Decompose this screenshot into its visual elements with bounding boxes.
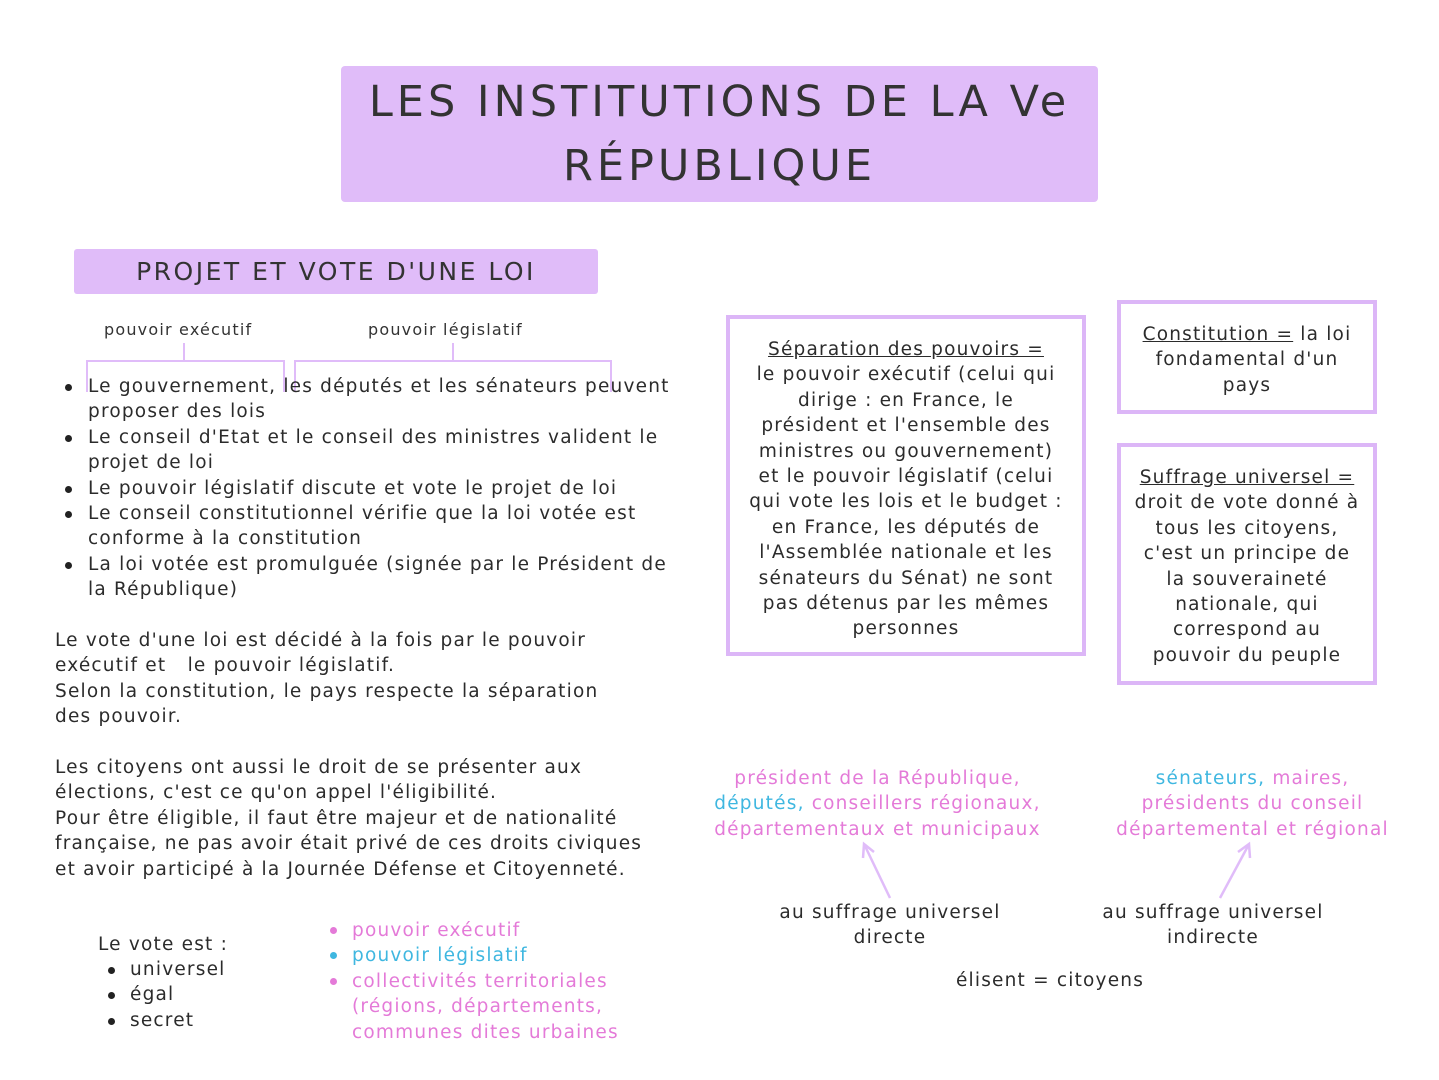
- list-item: [62, 374, 692, 425]
- paragraph-line: Selon la constitution, le pays respecte la séparation: [55, 680, 599, 702]
- constitution-term: Constitution =: [1142, 324, 1294, 345]
- paragraph-line: des pouvoir.: [55, 706, 183, 728]
- direct-suffrage-caption: [740, 900, 1040, 951]
- elected-line-3: départementaux et municipaux: [714, 818, 1041, 840]
- definition-line: en France, les députés de: [771, 516, 1041, 538]
- definition-line: pas détenus par les mêmes: [762, 593, 1050, 615]
- caption-line: au suffrage universel: [1102, 902, 1324, 923]
- list-item: secret: [100, 1008, 226, 1033]
- legend-item-continuation: [330, 1020, 670, 1045]
- definition-line: correspond au: [1172, 619, 1322, 641]
- legislative-connector: [452, 343, 454, 360]
- definition-line: tous les citoyens,: [1155, 517, 1339, 539]
- separation-term: Séparation des pouvoirs =: [768, 339, 1044, 360]
- suffrage-definition-box: [1117, 443, 1377, 685]
- elected-line-1: [1100, 766, 1405, 791]
- separation-definition-box: [726, 315, 1086, 656]
- law-steps-list: [62, 374, 692, 603]
- legend-item-legislative: [330, 943, 670, 968]
- list-item: La loi votée est promulguée (signée par le Président de la République): [62, 552, 692, 603]
- step-1-part-b: ,: [269, 376, 284, 397]
- paragraph-line: exécutif et le pouvoir législatif.: [55, 655, 396, 677]
- definition-line: le pouvoir exécutif (celui qui: [756, 364, 1056, 386]
- elected-president: président de la République,: [734, 768, 1021, 789]
- legend-item-continuation: [330, 994, 670, 1019]
- paragraph-eligibility: [55, 755, 695, 882]
- elected-maires: maires,: [1272, 768, 1350, 789]
- elected-senateurs: sénateurs: [1155, 768, 1259, 789]
- elect-citizens: élisent = citoyens: [955, 970, 1145, 991]
- indirect-arrow-icon: [1212, 838, 1262, 902]
- legend-label: pouvoir législatif: [352, 945, 528, 967]
- vote-intro: Le vote est :: [98, 934, 229, 955]
- definition-line: nationale, qui: [1175, 594, 1319, 616]
- title-banner: [341, 66, 1098, 202]
- indirect-suffrage-elected: [1100, 766, 1405, 842]
- caption-line: au suffrage universel: [779, 902, 1001, 923]
- definition-line: sénateurs du Sénat) ne sont: [758, 567, 1054, 589]
- paragraph-line: élections, c'est ce qu'on appel l'éligibilité.: [55, 782, 498, 804]
- legend-item-executive: [330, 918, 670, 943]
- definition-line: la souveraineté: [1166, 568, 1328, 590]
- separator: ,: [797, 793, 812, 815]
- elected-deputes: députés: [714, 793, 798, 815]
- direct-suffrage-elected: [690, 766, 1065, 842]
- definition-line: c'est un principe de: [1143, 543, 1351, 565]
- caption-line: directe: [853, 927, 927, 949]
- legend-item-collectivities: [330, 969, 670, 994]
- constitution-text: la loi: [1293, 324, 1352, 345]
- list-item: égal: [100, 982, 226, 1007]
- legislative-power-label: pouvoir législatif: [368, 320, 523, 339]
- vote-list: [100, 957, 226, 1033]
- elected-line-3: départemental et régional: [1116, 818, 1389, 840]
- legend-label: (régions, départements,: [352, 996, 604, 1018]
- definition-line: dirige : en France, le: [798, 389, 1014, 411]
- definition-line: l'Assemblée nationale et les: [759, 542, 1053, 564]
- list-item: Le pouvoir législatif discute et vote le projet de loi: [62, 476, 692, 501]
- section-header: PROJET ET VOTE D'UNE LOI: [74, 249, 598, 294]
- list-item: universel: [100, 957, 226, 982]
- definition-line: fondamental d'un: [1155, 349, 1339, 371]
- step-1-part-a: Le gouvernement: [88, 376, 270, 397]
- paragraph-line: française, ne pas avoir était privé de ces droits civiques: [55, 833, 643, 855]
- definition-line: et le pouvoir législatif (celui: [758, 466, 1054, 488]
- elected-line-2: [690, 791, 1065, 816]
- title-line-2: RÉPUBLIQUE: [562, 141, 877, 191]
- definition-line: pays: [1222, 374, 1272, 396]
- definition-line: qui vote les lois et le budget :: [749, 491, 1063, 513]
- color-legend: [330, 918, 670, 1045]
- step-1-part-c: les députés et les sénateurs: [283, 376, 578, 397]
- paragraph-line: Le vote d'une loi est décidé à la fois par le pouvoir: [55, 630, 587, 651]
- elected-line-2: présidents du conseil: [1141, 793, 1364, 815]
- step-1-part-d: peuvent proposer des lois: [88, 376, 670, 423]
- separator: ,: [1258, 768, 1273, 789]
- list-item: Le conseil constitutionnel vérifie que la loi votée est conforme à la constitution: [62, 501, 692, 552]
- caption-line: indirecte: [1167, 927, 1259, 949]
- paragraph-line: et avoir participé à la Journée Défense et Citoyenneté.: [55, 858, 626, 880]
- legend-label: pouvoir exécutif: [352, 920, 521, 941]
- definition-line: pouvoir du peuple: [1152, 644, 1342, 666]
- constitution-line-1: [1121, 322, 1373, 347]
- executive-power-label: pouvoir exécutif: [104, 320, 253, 339]
- suffrage-term: Suffrage universel =: [1139, 467, 1355, 488]
- elected-conseillers: conseillers régionaux,: [811, 793, 1041, 815]
- title-line-1: LES INSTITUTIONS DE LA Ve: [368, 77, 1071, 127]
- paragraph-line: Les citoyens ont aussi le droit de se présenter aux: [55, 757, 583, 778]
- definition-line: président et l'ensemble des: [761, 415, 1051, 437]
- executive-connector: [183, 343, 185, 360]
- list-item: Le conseil d'Etat et le conseil des ministres valident le projet de loi: [62, 425, 692, 476]
- indirect-suffrage-caption: [1063, 900, 1363, 951]
- constitution-definition-box: [1117, 300, 1377, 414]
- direct-arrow-icon: [850, 838, 900, 902]
- definition-line: ministres ou gouvernement): [758, 440, 1054, 462]
- definition-line: droit de vote donné à: [1134, 492, 1360, 514]
- legend-label: communes dites urbaines: [352, 1021, 619, 1043]
- paragraph-vote: [55, 628, 695, 730]
- paragraph-line: Pour être éligible, il faut être majeur et de nationalité: [55, 807, 618, 829]
- definition-line: personnes: [852, 618, 960, 640]
- legend-label: collectivités territoriales: [352, 970, 608, 992]
